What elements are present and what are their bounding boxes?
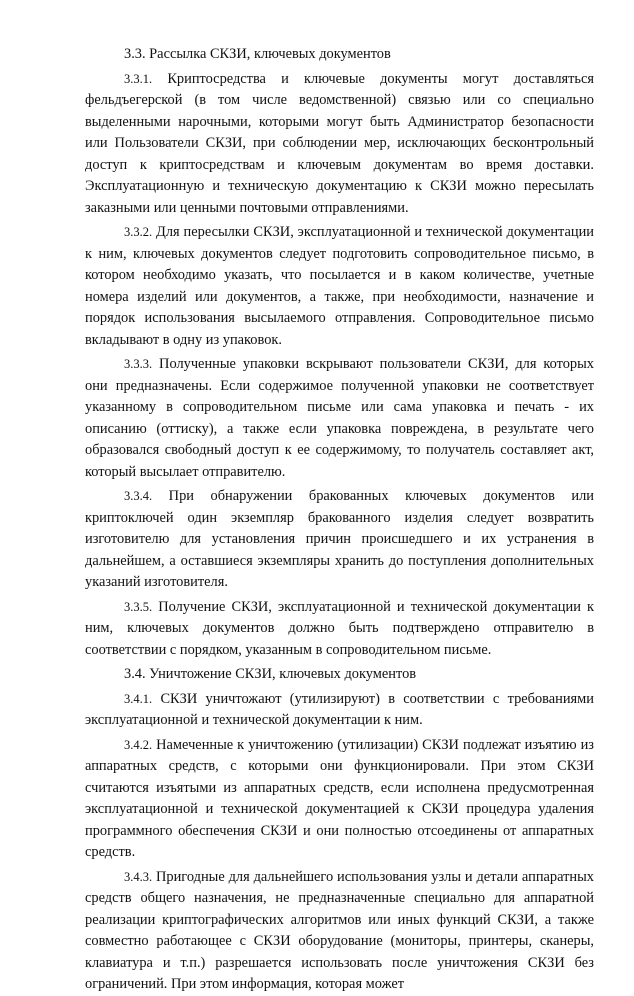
paragraph xyxy=(85,354,594,483)
paragraph xyxy=(85,486,594,594)
paragraph-text: Полученные упаковки вскрывают пользователи СКЗИ, для которых они предназначены. Если содержимое полученной упаковки не соответствует указанному в сопроводительном письме или сама упаковка и печать - их описанию (оттиску), а также если упаковка повреждена, в результате чего образовался свободный доступ к ее содержимому, то получатель составляет акт, который высылает отправителю. xyxy=(85,356,594,480)
section-heading: 3.3. Рассылка СКЗИ, ключевых документов xyxy=(124,46,391,62)
paragraph xyxy=(85,867,594,996)
paragraph xyxy=(85,735,594,864)
paragraph-number: 3.3.1. xyxy=(124,71,153,86)
paragraph-text: Криптосредства и ключевые документы могут доставляться фельдъегерской (в том числе ведомственной) связью или со специально выделенными нарочными, которыми могут быть Администратор безопасности или Пользователи СКЗИ, при соблюдении мер, исключающих бесконтрольный доступ к криптосредствам и ключевым документам во время доставки. Эксплуатационную и техническую документацию к СКЗИ можно пересылать заказными или ценными почтовыми отправлениями. xyxy=(85,70,594,216)
paragraph-text: СКЗИ уничтожают (утилизируют) в соответствии с требованиями эксплуатационной и технической документации к ним. xyxy=(85,690,594,728)
paragraph xyxy=(85,69,594,220)
paragraph-number: 3.4.2. xyxy=(124,737,153,752)
section-3-4 xyxy=(85,664,594,996)
paragraph xyxy=(85,689,594,732)
paragraph-number: 3.4.1. xyxy=(124,691,153,706)
paragraph xyxy=(85,222,594,351)
paragraph-number: 3.3.3. xyxy=(124,357,153,371)
paragraph xyxy=(85,597,594,662)
paragraph-text: Намеченные к уничтожению (утилизации) СКЗИ подлежат изъятию из аппаратных средств, с которыми они функционировали. При этом СКЗИ считаются изъятыми из аппаратных средств, если исполнена предусмотренная эксплуатационной и технической документацией к СКЗИ процедура удаления программного обеспечения СКЗИ и они полностью отсоединены от аппаратных средств. xyxy=(85,736,594,860)
paragraph-number: 3.3.4. xyxy=(124,489,153,503)
section-3-3 xyxy=(85,44,594,661)
paragraph-text: При обнаружении бракованных ключевых документов или криптоключей один экземпляр бракованного изделия следует возвратить изготовителю для установления причин происшедшего и их устранения в дальнейшем, а оставшиеся экземпляры хранить до поступления дополнительных указаний изготовителя. xyxy=(85,488,594,590)
paragraph-number: 3.3.2. xyxy=(124,225,153,239)
section-heading: 3.4. Уничтожение СКЗИ, ключевых документов xyxy=(124,666,417,682)
paragraph-number: 3.3.5. xyxy=(124,599,153,614)
paragraph-number: 3.4.3. xyxy=(124,869,153,884)
paragraph-text: Для пересылки СКЗИ, эксплуатационной и технической документации к ним, ключевых документов следует подготовить сопроводительное письмо, в котором необходимо указать, что посылается и в каком количестве, учетные номера изделий или документов, а также, при необходимости, назначение и порядок использования высылаемого отправления. Сопроводительное письмо вкладывают в одну из упаковок. xyxy=(85,224,594,348)
paragraph-text: Пригодные для дальнейшего использования узлы и детали аппаратных средств общего назначения, не предназначенные специально для аппаратной реализации криптографических алгоритмов или иных функций СКЗИ, а также совместно работающее с СКЗИ оборудование (мониторы, принтеры, сканеры, клавиатура и т.п.) разрешается использовать после уничтожения СКЗИ без ограничений. При этом информация, которая может xyxy=(85,868,594,992)
paragraph-text: Получение СКЗИ, эксплуатационной и технической документации к ним, ключевых документов должно быть подтверждено отправителю в соответствии с порядком, указанным в сопроводительном письме. xyxy=(85,598,594,658)
